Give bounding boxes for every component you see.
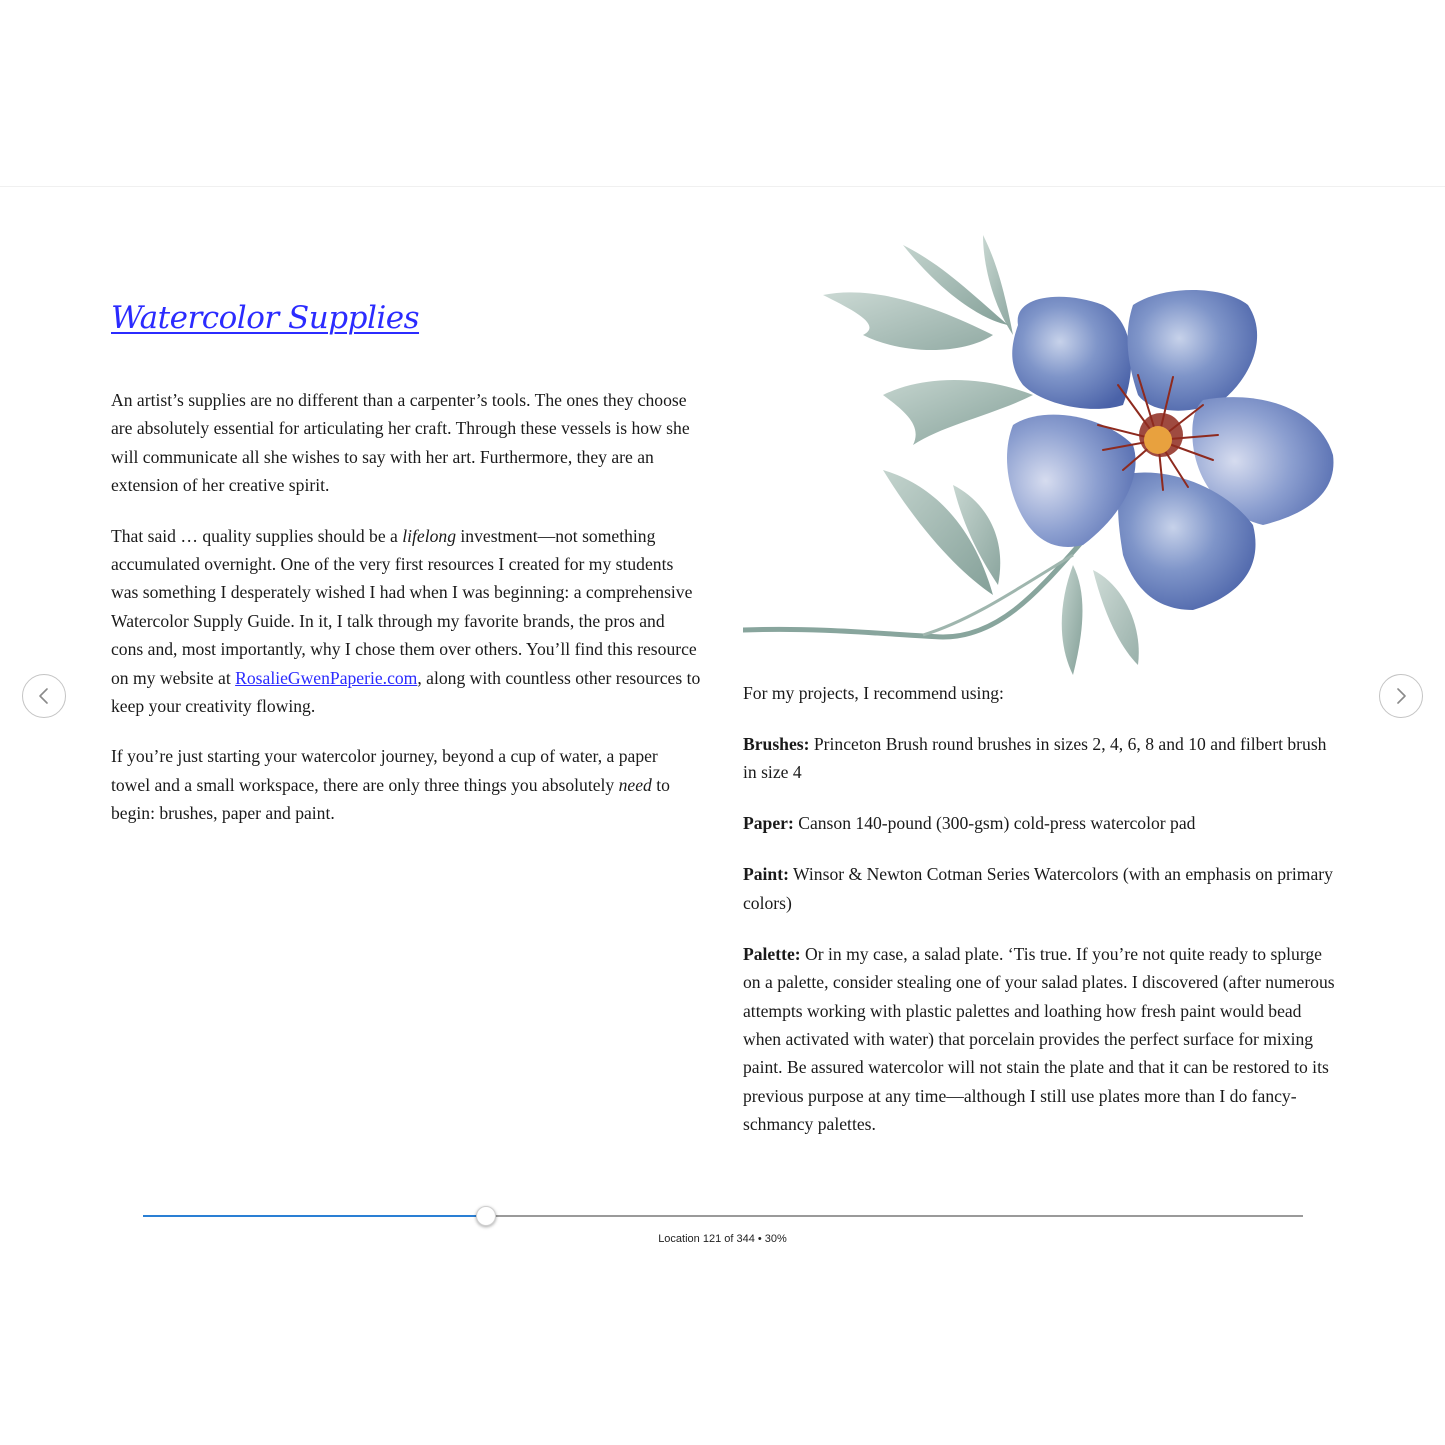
supply-label-paper: Paper: [743,813,794,834]
supply-item-paper [743,809,1343,837]
previous-page-button[interactable] [22,674,66,718]
next-page-button[interactable] [1379,674,1423,718]
paragraph-2 [111,522,701,721]
paragraph-2-text-a: That said … quality supplies should be a [111,525,403,546]
paragraph-3-emphasis: need [618,774,652,795]
reading-progress-slider[interactable] [143,1215,1303,1217]
chevron-right-icon [1394,687,1408,705]
watercolor-flower-illustration [743,225,1343,680]
reading-progress-thumb[interactable] [476,1206,496,1226]
right-page [743,225,1343,680]
supply-text-paper: Canson 140-pound (300-gsm) cold-press watercolor pad [793,813,1196,834]
right-page-text [743,679,1343,1161]
supply-item-paint [743,860,1343,917]
supply-text-paint: Winsor & Newton Cotman Series Watercolors (with an emphasis on primary colors) [743,864,1333,913]
supply-label-palette: Palette: [743,943,801,964]
paragraph-2-text-c: , along with countless other resources to keep your creativity flowing. [111,667,701,717]
supply-label-paint: Paint: [743,864,789,885]
paragraph-3 [111,742,701,827]
chevron-left-icon [37,687,51,705]
left-page [111,300,701,850]
supply-item-palette [743,940,1343,1139]
recommend-intro: For my projects, I recommend using: [743,683,1004,703]
paragraph-2-text-b: investment—not something accumulated overnight. One of the very first resources I created for my students was something I desperately wished I had when I was beginning: a comprehensive Watercolor Supply Guide. In it, I talk through my favorite brands, the pros and cons and, most importantly, why I chose them over others. You’ll find this resource on my website at [111,525,697,688]
website-link[interactable]: RosalieGwenPaperie.com [235,667,418,688]
reading-progress-fill [143,1215,486,1217]
supply-text-brushes: Princeton Brush round brushes in sizes 2, 4, 6, 8 and 10 and filbert brush in size 4 [743,734,1327,783]
supply-text-palette: Or in my case, a salad plate. ‘Tis true. If you’re not quite ready to splurge on a palette, consider stealing one of your salad plates. I discovered (after numerous attempts working with plastic palettes and loathing how fresh paint would bead when activated with water) that porcelain provides the perfect surface for mixing paint. Be assured watercolor will not stain the plate and that it can be restored to its previous purpose at any time—although I still use plates more than I do fancy-schmancy palettes. [743,943,1335,1135]
paragraph-1: An artist’s supplies are no different than a carpenter’s tools. The ones they choose are absolutely essential for articulating her craft. Through these vessels is how she will communicate all she wishes to say with her art. Furthermore, they are an extension of her creative spirit. [111,390,690,496]
paragraph-2-emphasis: lifelong [402,525,456,546]
supply-item-brushes [743,730,1343,787]
location-label: Location 121 of 344 • 30% [658,1233,787,1245]
paragraph-3-text-b: to begin: brushes, paper and paint. [111,774,670,824]
paragraph-3-text-a: If you’re just starting your watercolor journey, beyond a cup of water, a paper towel and a small workspace, there are only three things you absolutely [111,746,658,795]
supply-label-brushes: Brushes: [743,734,810,754]
reader-top-bar [0,0,1445,187]
chapter-title-link[interactable]: Watercolor Supplies [111,300,420,336]
flower-icon [743,225,1343,680]
